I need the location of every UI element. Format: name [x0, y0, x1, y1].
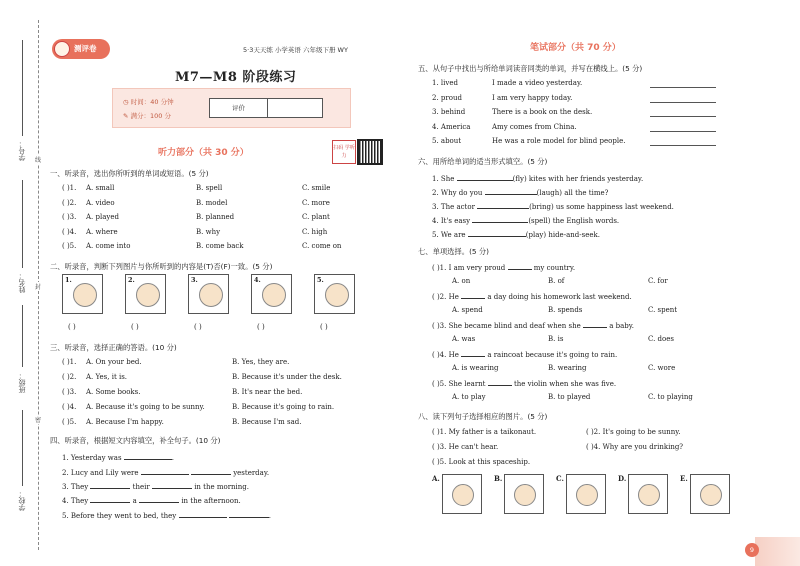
- s6-blank[interactable]: [477, 201, 529, 209]
- girl-smiling-icon: [262, 283, 286, 307]
- s1-option-c: C. plant: [302, 213, 330, 221]
- s1-option-b: B. spell: [196, 184, 223, 192]
- s8-label: B.: [494, 474, 503, 483]
- score-label: 评价: [210, 99, 268, 117]
- s3-option-b: B. It's near the bed.: [232, 388, 303, 396]
- s7-q4-option: A. is wearing: [452, 364, 499, 372]
- fish-and-chips-icon: [73, 283, 97, 307]
- s8-picture[interactable]: [690, 474, 730, 514]
- s1-number[interactable]: ( )3.: [62, 213, 77, 221]
- s2-picture-number: 2.: [128, 276, 135, 284]
- s2-answer-paren[interactable]: ( ): [320, 323, 328, 331]
- class-line[interactable]: [22, 305, 23, 367]
- name-line[interactable]: [22, 180, 23, 268]
- s7-q4-option: C. wore: [648, 364, 676, 372]
- s7-q1: [432, 262, 575, 272]
- s6-blank[interactable]: [457, 173, 513, 181]
- section1-title: 一、听录音，选出你所听到的单词或短语。(5 分): [50, 169, 209, 178]
- s5-sentence: I am very happy today.: [492, 93, 573, 102]
- s4-blank[interactable]: [124, 452, 172, 460]
- s3-option-b: B. Because it's under the desk.: [232, 373, 342, 381]
- s4-blank[interactable]: [90, 495, 130, 503]
- girl-singing-icon: [136, 283, 160, 307]
- s4-blank[interactable]: [141, 467, 189, 475]
- s8-label: D.: [618, 474, 627, 483]
- s7-q3-option: B. is: [548, 335, 564, 343]
- s7-q3-blank[interactable]: [583, 320, 607, 328]
- s7-q2-blank[interactable]: [461, 291, 485, 299]
- s5-word: 2. proud: [432, 93, 462, 102]
- s1-option-b: B. come back: [196, 242, 244, 250]
- s2-answer-paren[interactable]: ( ): [131, 323, 139, 331]
- s2-answer-paren[interactable]: ( ): [68, 323, 76, 331]
- s7-q3-stem[interactable]: ( )3. She became blind and deaf when she: [432, 322, 581, 330]
- s7-q2-tail: a day doing his homework last weekend.: [487, 293, 632, 301]
- s1-option-b: B. planned: [196, 213, 235, 221]
- seal-word-seal: 封: [35, 284, 42, 291]
- school-label: 学校：: [18, 490, 26, 511]
- s6-line4: 4. It's easy (spell) the English words.: [432, 217, 620, 225]
- s1-option-a: A. where: [86, 227, 118, 236]
- student-no-line[interactable]: [22, 40, 23, 136]
- s6-line2: 2. Why do you (laugh) all the time?: [432, 189, 609, 197]
- s1-option-a: A. video: [86, 198, 115, 207]
- page-corner-stripe: [755, 537, 800, 566]
- s2-picture: [314, 274, 355, 314]
- s7-q4-stem[interactable]: ( )4. He: [432, 351, 459, 359]
- s7-q1-tail: my country.: [533, 264, 576, 272]
- s7-q2-stem[interactable]: ( )2. He: [432, 293, 459, 301]
- s5-sentence: He was a role model for blind people.: [492, 137, 626, 145]
- s7-q1-stem[interactable]: ( )1. I am very proud: [432, 264, 506, 272]
- s5-answer-line[interactable]: [650, 87, 716, 88]
- s7-q5-option: C. to playing: [648, 393, 693, 401]
- s7-q3-option: C. does: [648, 335, 674, 343]
- section4-title: 四、听录音，根据短文内容填空，补全句子。(10 分): [50, 436, 221, 445]
- s3-number[interactable]: ( )2.: [62, 373, 77, 381]
- section2-title: 二、听录音，判断下列图片与你所听到的内容是(T)否(F)一致。(5 分): [50, 262, 273, 271]
- s4-line2: 2. Lucy and Lily were yesterday.: [62, 469, 270, 477]
- landmark-icon: [325, 283, 349, 307]
- section5-title: 五、从句子中找出与所给单词读音同类的单词，并写在横线上。(5 分): [418, 64, 643, 73]
- s6-line5: 5. We are (play) hide-and-seek.: [432, 231, 600, 239]
- s1-option-c: C. smile: [302, 184, 331, 192]
- s2-answer-paren[interactable]: ( ): [194, 323, 202, 331]
- s8-label: E.: [680, 474, 688, 483]
- s4-blank[interactable]: [179, 510, 227, 518]
- s6-blank[interactable]: [468, 229, 526, 237]
- class-label: 班级：: [18, 372, 26, 393]
- s3-option-b: B. Because it's going to rain.: [232, 403, 335, 411]
- boy-cant-hear-icon: [700, 484, 722, 506]
- total-score: ✎ 满分：100 分: [123, 112, 171, 120]
- s4-line5: 5. Before they went to bed, they .: [62, 512, 271, 520]
- section7-title: 七、单项选择。(5 分): [418, 247, 490, 256]
- s4-blank[interactable]: [152, 481, 192, 489]
- s6-blank[interactable]: [472, 215, 528, 223]
- s7-q2-option: C. spent: [648, 306, 678, 314]
- s1-number[interactable]: ( )2.: [62, 198, 77, 207]
- s7-q2-option: B. spends: [548, 306, 583, 314]
- s7-q4-option: B. wearing: [548, 364, 587, 372]
- s1-number[interactable]: ( )5.: [62, 242, 77, 250]
- s3-option-b: B. Yes, they are.: [232, 358, 290, 366]
- s1-option-c: C. more: [302, 198, 330, 207]
- s2-picture: [188, 274, 229, 314]
- school-line[interactable]: [22, 410, 23, 486]
- s4-line3: 3. They their in the morning.: [62, 483, 250, 491]
- page-number: 9: [745, 543, 759, 557]
- s8-picture[interactable]: [504, 474, 544, 514]
- s1-option-a: A. small: [86, 184, 115, 192]
- s2-picture-number: 4.: [254, 276, 261, 284]
- s7-q1-option: B. of: [548, 277, 565, 285]
- s6-line3: 3. The actor (bring) us some happiness last weekend.: [432, 203, 674, 211]
- s3-option-b: B. Because I'm sad.: [232, 418, 302, 426]
- s8-q1: ( )1. My father is a taikonaut.: [432, 428, 537, 436]
- s1-number[interactable]: ( )4.: [62, 227, 77, 236]
- taikonaut-icon: [514, 484, 536, 506]
- writing-part-title: 笔试部分（共 70 分）: [530, 43, 621, 53]
- qr-code-icon[interactable]: [357, 139, 383, 165]
- s7-q3-option: A. was: [452, 335, 476, 343]
- s7-q1-option: C. for: [648, 277, 668, 285]
- s7-q4-blank[interactable]: [461, 349, 485, 357]
- s8-picture[interactable]: [566, 474, 606, 514]
- s8-picture[interactable]: [442, 474, 482, 514]
- book-info: 5·3天天练 小学英语 六年级下册 WY: [243, 46, 348, 54]
- s3-option-a: A. Some books.: [86, 388, 141, 396]
- s8-label: A.: [432, 474, 440, 483]
- s7-q3: [432, 320, 634, 330]
- s1-option-b: B. model: [196, 198, 228, 207]
- seal-word-dense: 密: [35, 417, 42, 424]
- s5-sentence: Amy comes from China.: [492, 122, 577, 131]
- s7-q3-tail: a baby.: [609, 322, 635, 330]
- s7-q5-option: B. to played: [548, 393, 591, 401]
- s5-answer-line[interactable]: [650, 131, 716, 132]
- s6-blank[interactable]: [485, 187, 537, 195]
- s4-line4: 4. They a in the afternoon.: [62, 497, 241, 505]
- s1-option-a: A. played: [86, 213, 119, 221]
- s7-q2-option: A. spend: [452, 306, 483, 314]
- student-no-label: 学号：: [18, 140, 26, 161]
- listening-part-title: 听力部分（共 30 分）: [158, 148, 249, 158]
- s4-line1: 1. Yesterday was .: [62, 454, 175, 462]
- s7-q5-stem[interactable]: ( )5. She learnt: [432, 380, 486, 388]
- s8-q2: ( )2. It's going to be sunny.: [586, 428, 681, 436]
- s7-q2: [432, 291, 632, 301]
- s2-picture: [125, 274, 166, 314]
- s7-q1-option: A. on: [452, 277, 471, 285]
- s4-blank[interactable]: [191, 467, 231, 475]
- s5-word: 5. about: [432, 137, 462, 145]
- s7-q5-blank[interactable]: [488, 378, 512, 386]
- s5-word: 3. behind: [432, 108, 466, 116]
- section3-title: 三、听录音，选择正确的答语。(10 分): [50, 343, 177, 352]
- s3-number[interactable]: ( )4.: [62, 403, 77, 411]
- page-title: M7—M8 阶段练习: [175, 70, 297, 85]
- time-limit: ◷ 时间：40 分钟: [123, 98, 174, 106]
- qr-tag: 扫码 学听力: [332, 140, 356, 164]
- s3-option-a: A. Because it's going to be sunny.: [86, 403, 205, 411]
- s3-number[interactable]: ( )5.: [62, 418, 77, 426]
- s8-q4: ( )4. Why are you drinking?: [586, 443, 684, 451]
- s7-q4-tail: a raincoat because it's going to rain.: [487, 351, 618, 359]
- sun-icon: [452, 484, 474, 506]
- s4-blank[interactable]: [139, 495, 179, 503]
- s2-picture-number: 5.: [317, 276, 324, 284]
- s5-sentence: I made a video yesterday.: [492, 79, 583, 87]
- s3-option-a: A. Yes, it is.: [86, 373, 128, 381]
- cartoon-face-icon: [54, 41, 70, 57]
- s5-answer-line[interactable]: [650, 102, 716, 103]
- s3-number[interactable]: ( )3.: [62, 388, 77, 396]
- spaceship-icon: [638, 484, 660, 506]
- seal-word-line: 线: [35, 157, 42, 164]
- family-icon: [199, 283, 223, 307]
- s2-picture: [62, 274, 103, 314]
- s3-option-a: A. On your bed.: [86, 358, 142, 366]
- section8-title: 八、读下列句子选择相应的图片。(5 分): [418, 412, 548, 421]
- s2-answer-paren[interactable]: ( ): [257, 323, 265, 331]
- s5-answer-line[interactable]: [650, 145, 716, 146]
- badge-text: 测评卷: [74, 44, 97, 53]
- s5-answer-line[interactable]: [650, 116, 716, 117]
- s7-q4: [432, 349, 617, 359]
- name-label: 姓名：: [18, 272, 26, 293]
- info-box: [112, 88, 351, 128]
- s8-q5: ( )5. Look at this spaceship.: [432, 458, 531, 466]
- test-badge: [52, 39, 110, 59]
- s3-number[interactable]: ( )1.: [62, 358, 77, 366]
- s3-option-a: A. Because I'm happy.: [86, 418, 164, 426]
- s1-number[interactable]: ( )1.: [62, 184, 77, 192]
- s5-sentence: There is a book on the desk.: [492, 108, 593, 116]
- s1-option-c: C. high: [302, 227, 328, 236]
- s8-q3: ( )3. He can't hear.: [432, 443, 499, 451]
- s8-picture[interactable]: [628, 474, 668, 514]
- s5-word: 4. America: [432, 122, 471, 131]
- section6-title: 六、用所给单词的适当形式填空。(5 分): [418, 157, 548, 166]
- s1-option-a: A. come into: [86, 242, 131, 250]
- s1-option-c: C. come on: [302, 242, 342, 250]
- s7-q1-blank[interactable]: [508, 262, 532, 270]
- s7-q5-option: A. to play: [452, 393, 486, 401]
- s4-blank[interactable]: [229, 510, 269, 518]
- s6-line1: 1. She (fly) kites with her friends yesterday.: [432, 175, 644, 183]
- s2-picture: [251, 274, 292, 314]
- boy-drinking-icon: [576, 484, 598, 506]
- score-box[interactable]: [209, 98, 323, 118]
- s2-picture-number: 3.: [191, 276, 198, 284]
- s5-word: 1. lived: [432, 79, 458, 87]
- s8-label: C.: [556, 474, 564, 483]
- s7-q5-tail: the violin when she was five.: [513, 380, 617, 388]
- s7-q5: [432, 378, 616, 388]
- s1-option-b: B. why: [196, 227, 221, 236]
- s2-picture-number: 1.: [65, 276, 72, 284]
- s4-blank[interactable]: [90, 481, 130, 489]
